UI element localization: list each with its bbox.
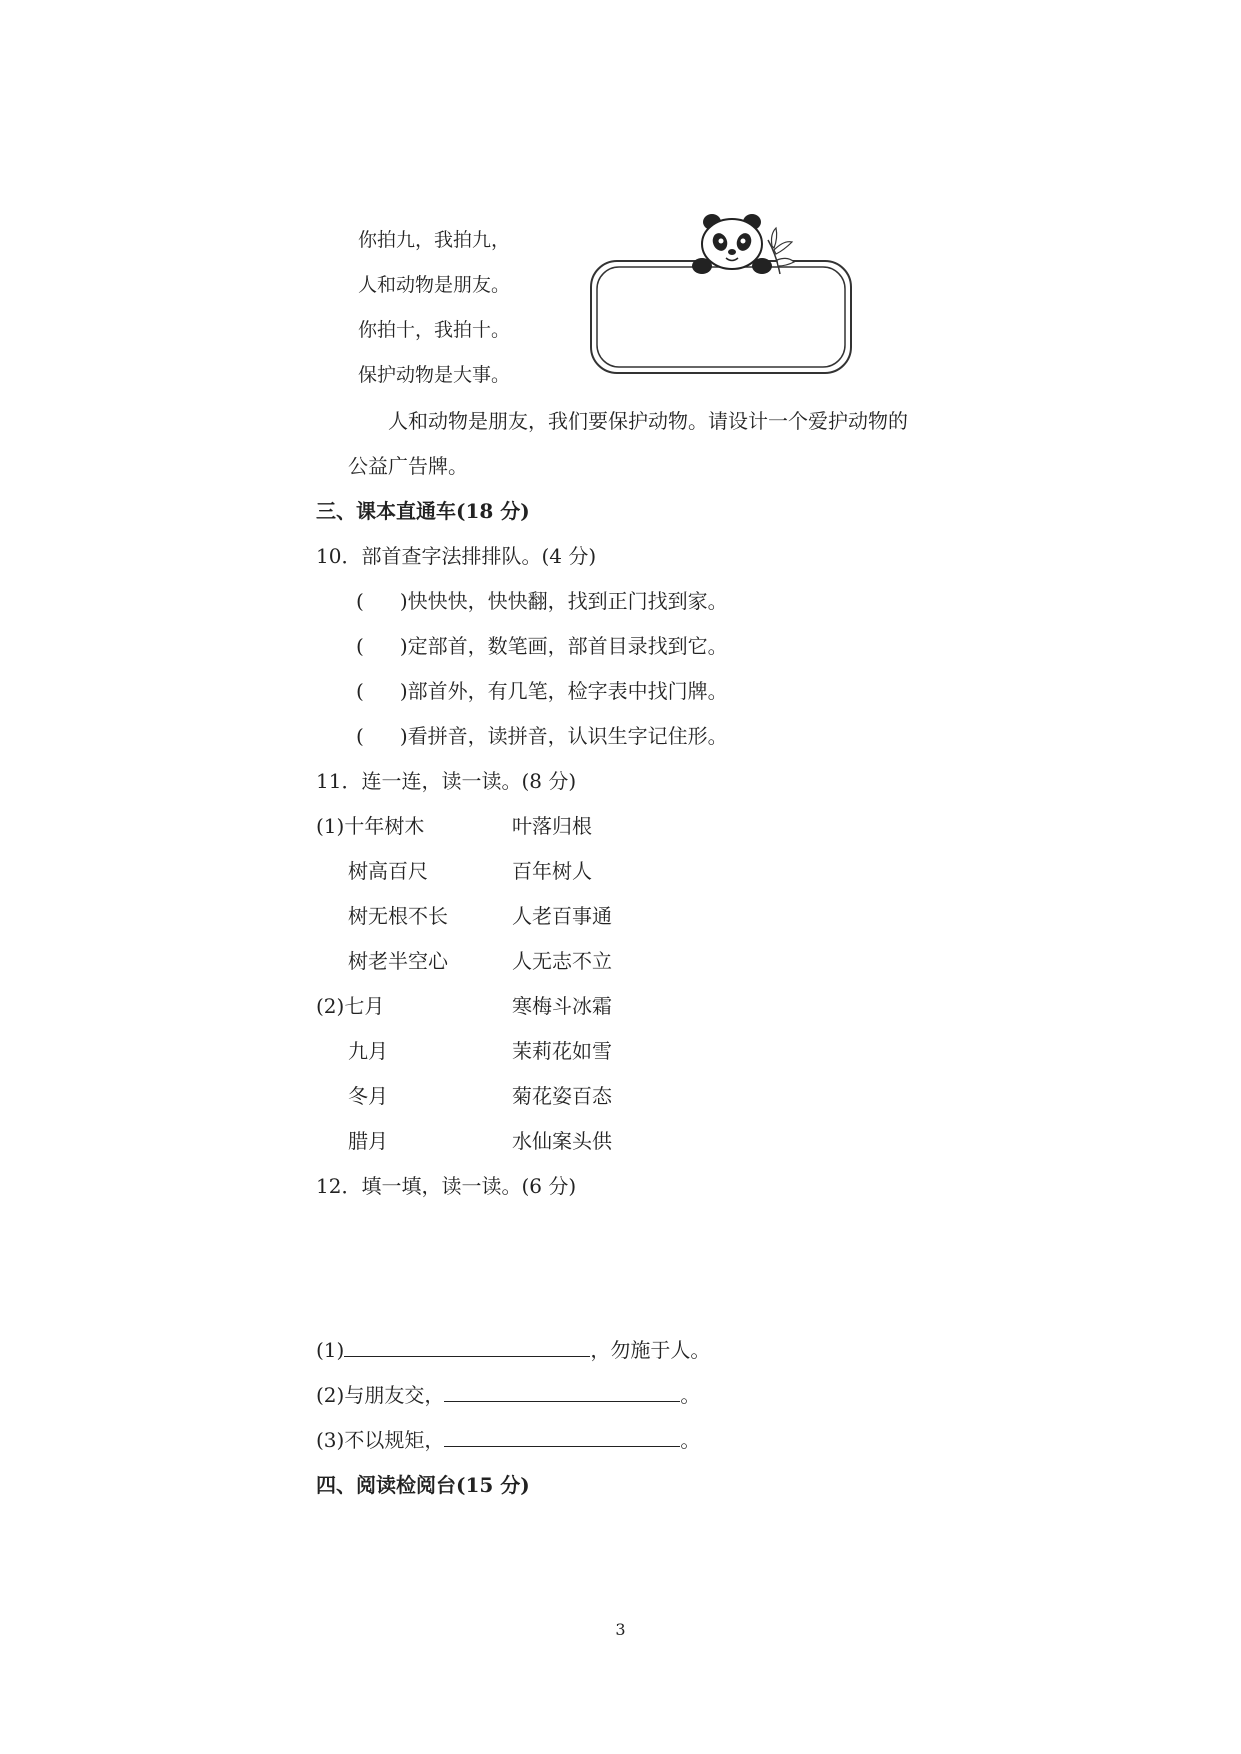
q11-group1-right-3: 人老百事通 xyxy=(512,904,612,928)
q11-group2-right-1: 寒梅斗冰霜 xyxy=(512,994,612,1018)
paren-close: ) xyxy=(399,724,408,748)
q12-item-2 xyxy=(316,1379,700,1408)
q12-item-3-prefix: (3)不以规矩， xyxy=(316,1428,445,1452)
ad-prompt-line-1: 人和动物是朋友，我们要保护动物。请设计一个爱护动物的 xyxy=(388,409,908,433)
fill-blank-3[interactable] xyxy=(444,1428,680,1447)
paren-open: ( xyxy=(356,679,364,703)
q12-item-2-prefix: (2)与朋友交， xyxy=(316,1383,445,1407)
q11-group1-marker: (1) xyxy=(316,814,345,838)
fill-blank-2[interactable] xyxy=(444,1383,680,1402)
paren-open: ( xyxy=(356,589,364,613)
q12-item-3 xyxy=(316,1424,700,1453)
q11-left-text: 七月 xyxy=(344,994,385,1018)
paren-open: ( xyxy=(356,634,364,658)
q11-group1-right-1: 叶落归根 xyxy=(512,814,592,838)
q12-item-3-suffix: 。 xyxy=(680,1428,701,1452)
q12-title: 12．填一填，读一读。(6 分) xyxy=(316,1174,577,1198)
rhyme-line-1: 你拍九，我拍九， xyxy=(358,229,511,251)
paren-open: ( xyxy=(356,724,364,748)
page-number: 3 xyxy=(615,1620,626,1639)
q10-item-2 xyxy=(356,630,728,659)
q10-item-4 xyxy=(356,720,728,749)
fill-blank-1[interactable] xyxy=(344,1338,590,1357)
q11-group1-right-2: 百年树人 xyxy=(512,859,592,883)
q10-item-1 xyxy=(356,585,728,614)
q11-group2-right-2: 茉莉花如雪 xyxy=(512,1039,612,1063)
q11-group2-right-3: 菊花姿百态 xyxy=(512,1084,612,1108)
q11-group2-left-3: 冬月 xyxy=(348,1084,388,1108)
q11-group2-marker: (2) xyxy=(316,994,345,1018)
q10-item-text: 定部首，数笔画，部首目录找到它。 xyxy=(407,634,728,658)
section-4-title: 四、阅读检阅台(15 分) xyxy=(316,1473,530,1497)
q11-group1-left-2: 树高百尺 xyxy=(348,859,428,883)
paren-close: ) xyxy=(399,679,408,703)
q10-item-text: 部首外，有几笔，检字表中找门牌。 xyxy=(407,679,728,703)
q11-group2-left-4: 腊月 xyxy=(348,1129,388,1153)
paren-close: ) xyxy=(399,634,408,658)
q10-title: 10．部首查字法排排队。(4 分) xyxy=(316,544,597,568)
q11-group1-left-1 xyxy=(316,810,424,839)
q12-item-1-prefix: (1) xyxy=(316,1338,345,1362)
q12-item-1-suffix: ，勿施于人。 xyxy=(590,1338,711,1362)
rhyme-line-4: 保护动物是大事。 xyxy=(358,364,511,386)
q12-item-2-suffix: 。 xyxy=(680,1383,701,1407)
rhyme-line-3: 你拍十，我拍十。 xyxy=(358,319,511,341)
section-3-title: 三、课本直通车(18 分) xyxy=(316,499,530,523)
paren-close: ) xyxy=(399,589,408,613)
q11-left-text: 十年树木 xyxy=(344,814,425,838)
q10-item-text: 看拼音，读拼音，认识生字记住形。 xyxy=(407,724,728,748)
q11-group1-left-3: 树无根不长 xyxy=(348,904,448,928)
ad-prompt-line-2: 公益广告牌。 xyxy=(348,454,468,478)
panda-icon xyxy=(680,210,800,280)
rhyme-line-2: 人和动物是朋友。 xyxy=(358,274,511,296)
q11-title: 11．连一连，读一读。(8 分) xyxy=(316,769,577,793)
q11-group1-left-4: 树老半空心 xyxy=(348,949,448,973)
q10-item-text: 快快快，快快翻，找到正门找到家。 xyxy=(407,589,728,613)
q11-group2-right-4: 水仙案头供 xyxy=(512,1129,612,1153)
q12-item-1 xyxy=(316,1334,710,1363)
q11-group2-left-2: 九月 xyxy=(348,1039,388,1063)
q11-group2-left-1 xyxy=(316,990,384,1019)
q11-group1-right-4: 人无志不立 xyxy=(512,949,612,973)
q10-item-3 xyxy=(356,675,728,704)
